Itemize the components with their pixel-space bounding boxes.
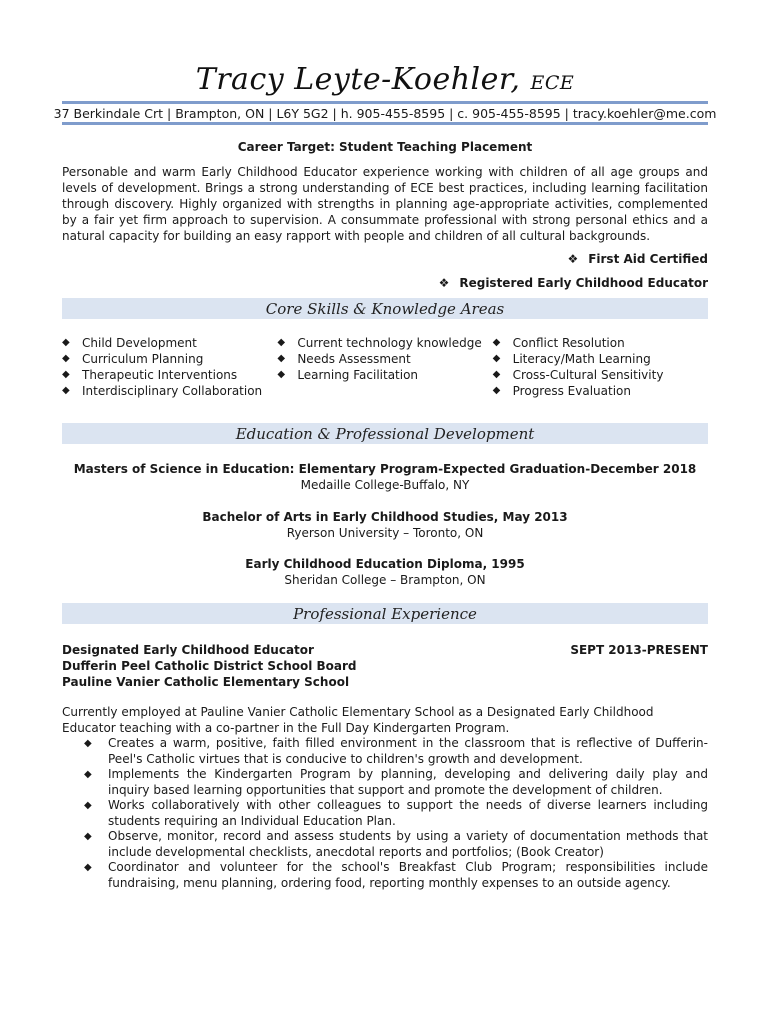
skill-label: Therapeutic Interventions: [82, 368, 238, 382]
job-dates: SEPT 2013-PRESENT: [570, 643, 708, 657]
skill-item: [62, 351, 277, 367]
skill-label: Conflict Resolution: [512, 336, 625, 350]
skill-label: Needs Assessment: [297, 352, 411, 366]
bullet-icon: ◆: [62, 353, 70, 364]
employer-board: Dufferin Peel Catholic District School Board: [62, 659, 357, 673]
skill-item: [493, 367, 708, 383]
bullet-icon: ◆: [84, 800, 92, 811]
education-entry: [62, 556, 708, 588]
degree-title: Bachelor of Arts in Early Childhood Studies, May 2013: [202, 510, 568, 524]
skill-item: [493, 335, 708, 351]
skill-label: Progress Evaluation: [512, 384, 631, 398]
section-title: Core Skills & Knowledge Areas: [265, 299, 505, 318]
bullet-icon: ◆: [84, 831, 92, 842]
duty-text: Implements the Kindergarten Program by planning, developing and delivering daily play and inquiry based learning opportunities that support and promote the development of children.: [108, 767, 708, 797]
bullet-icon: ◆: [277, 337, 286, 348]
contact-bar: [53, 101, 717, 125]
section-header-experience: [62, 603, 708, 624]
section-title: Education & Professional Development: [235, 424, 535, 443]
certification-item: [567, 252, 708, 266]
bullet-icon: ◆: [492, 337, 501, 348]
skill-label: Interdisciplinary Collaboration: [82, 384, 263, 398]
duty-item: [84, 736, 708, 767]
section-title: Professional Experience: [293, 604, 477, 623]
bullet-icon: ◆: [277, 369, 286, 380]
skill-item: [493, 383, 708, 399]
duty-text: Coordinator and volunteer for the school's Breakfast Club Program; responsibilities include fundraising, menu planning, ordering food, reporting monthly expenses to an outside agency.: [108, 860, 708, 890]
skill-label: Literacy/Math Learning: [512, 352, 651, 366]
degree-title: Masters of Science in Education: Elementary Program-Expected Graduation-December 2018: [73, 462, 697, 476]
certification-label: First Aid Certified: [588, 252, 708, 266]
name-text: Tracy Leyte-Koehler,: [195, 62, 521, 97]
section-header-education: [62, 423, 708, 444]
skill-label: Child Development: [82, 336, 197, 350]
duty-item: [84, 860, 708, 891]
skill-label: Current technology knowledge: [297, 336, 482, 350]
duty-text: Creates a warm, positive, faith filled environment in the classroom that is reflective of Dufferin-Peel's Catholic virtues that is conducive to children's growth and development.: [108, 736, 708, 766]
bullet-icon: ◆: [492, 385, 501, 396]
bullet-icon: ◆: [84, 738, 92, 749]
section-header-skills: [62, 298, 708, 319]
school-name: Ryerson University – Toronto, ON: [286, 526, 484, 540]
school-name: Medaille College-Buffalo, NY: [300, 478, 470, 492]
duty-item: [84, 829, 708, 860]
skill-label: Curriculum Planning: [82, 352, 204, 366]
skill-item: [277, 367, 492, 383]
skill-item: [62, 367, 277, 383]
bullet-icon: ◆: [492, 353, 501, 364]
bullet-icon: ◆: [62, 385, 70, 396]
skills-grid: [62, 335, 708, 399]
diamond-bullet-icon: ❖: [438, 276, 450, 290]
duty-text: Observe, monitor, record and assess students by using a variety of documentation methods that include developmental checklists, anecdotal reports and portfolios; (Book Creator): [108, 829, 708, 859]
contact-info: 37 Berkindale Crt | Brampton, ON | L6Y 5G2 | h. 905-455-8595 | c. 905-455-8595 | tracy.koehler@me.com: [53, 105, 717, 121]
diamond-bullet-icon: ❖: [567, 252, 579, 266]
duties-list: [84, 736, 708, 891]
job-header: [62, 642, 708, 690]
skill-item: [62, 383, 277, 399]
duty-text: Works collaboratively with other colleagues to support the needs of diverse learners including students requiring an Individual Education Plan.: [108, 798, 708, 828]
skill-item: [62, 335, 277, 351]
job-title: Designated Early Childhood Educator: [62, 643, 314, 657]
bullet-icon: ◆: [84, 862, 92, 873]
candidate-name: [62, 62, 708, 97]
skills-column-2: [277, 335, 492, 399]
bullet-icon: ◆: [84, 769, 92, 780]
skill-label: Learning Facilitation: [297, 368, 419, 382]
skill-label: Cross-Cultural Sensitivity: [512, 368, 664, 382]
bullet-icon: ◆: [492, 369, 501, 380]
skill-item: [277, 351, 492, 367]
employer-school: Pauline Vanier Catholic Elementary School: [62, 675, 350, 689]
bullet-icon: ◆: [277, 353, 286, 364]
skills-column-1: [62, 335, 277, 399]
skill-item: [277, 335, 492, 351]
education-entry: [62, 461, 708, 493]
education-entry: [62, 509, 708, 541]
certification-label: Registered Early Childhood Educator: [459, 276, 708, 290]
school-name: Sheridan College – Brampton, ON: [284, 573, 486, 587]
skill-item: [493, 351, 708, 367]
degree-title: Early Childhood Education Diploma, 1995: [245, 557, 525, 571]
job-description: Currently employed at Pauline Vanier Catholic Elementary School as a Designated Early Childhood Educator teaching with a co-partner in the Full Day Kindergarten Program.: [62, 705, 654, 735]
credential: ECE: [530, 72, 575, 94]
duty-item: [84, 767, 708, 798]
skills-column-3: [493, 335, 708, 399]
certification-item: [439, 276, 708, 290]
bullet-icon: ◆: [62, 369, 70, 380]
duty-item: [84, 798, 708, 829]
professional-summary: Personable and warm Early Childhood Educator experience working with children of all age groups and levels of development. Brings a strong understanding of ECE best practices, including learning facilitation through discovery. Highly organized with strengths in planning age-appropriate activities, complemented by a fair yet firm approach to supervision. A consummate professional with strong personal ethics and a natural capacity for building an easy rapport with people and children of all cultural backgrounds.: [62, 165, 708, 243]
bullet-icon: ◆: [62, 337, 70, 348]
career-target: Career Target: Student Teaching Placement: [237, 140, 533, 154]
